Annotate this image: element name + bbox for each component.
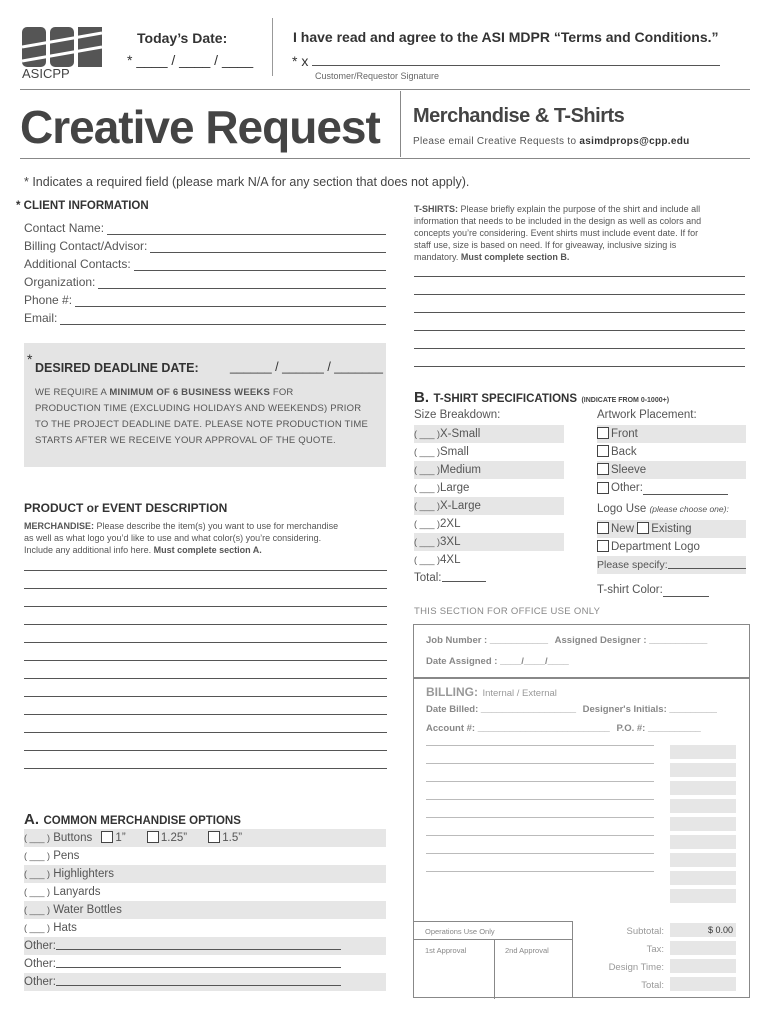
logo-use-options — [597, 520, 746, 574]
billing-amounts[interactable] — [670, 745, 736, 907]
divider — [272, 18, 273, 76]
product-heading: PRODUCT or EVENT DESCRIPTION — [24, 501, 228, 515]
phone-field[interactable] — [24, 289, 386, 307]
totals-labels: Subtotal: Tax: Design Time: Total: — [608, 926, 664, 991]
field-label: Organization: — [24, 275, 96, 289]
checkbox-15in[interactable] — [208, 831, 220, 843]
checkbox-1in[interactable] — [101, 831, 113, 843]
artwork-label: Artwork Placement: — [597, 409, 697, 421]
tshirt-description-lines[interactable] — [414, 276, 745, 384]
page-title: Creative Request — [20, 101, 380, 153]
placement-front[interactable]: Front — [597, 425, 746, 443]
logo-use-label: Logo Use (please choose one): — [597, 503, 729, 515]
asi-logo — [22, 27, 102, 67]
size-xsmall[interactable]: ( ___ )X-Small — [414, 425, 564, 443]
field-label: Contact Name: — [24, 221, 105, 235]
placement-back[interactable]: Back — [597, 443, 746, 461]
tshirt-instructions: T-SHIRTS: Please briefly explain the purpose of the shirt and include all information that needs to be included in the design as well as colors and concepts you’re considering. Event shirts must include event date. If for staff use, size is based on need. If for giveaway, inclusive sizing is mandatory. Must complete section B. — [414, 204, 702, 262]
divider — [400, 91, 401, 157]
option-pens[interactable]: ( ___ ) Pens — [24, 850, 80, 862]
merch-options-list — [24, 829, 386, 991]
additional-contacts-field[interactable] — [24, 253, 386, 271]
option-hats[interactable]: ( ___ ) Hats — [24, 922, 77, 934]
divider — [20, 158, 750, 159]
client-fields — [24, 217, 386, 325]
size-large[interactable]: ( ___ )Large — [414, 482, 470, 494]
email-prefix: Please email Creative Requests to — [413, 136, 580, 147]
logo-text: ASICPP — [22, 66, 70, 81]
contact-name-field[interactable] — [24, 217, 386, 235]
size-list — [414, 425, 564, 587]
checkbox-125in[interactable] — [147, 831, 159, 843]
option-lanyards[interactable]: ( ___ ) Lanyards — [24, 886, 101, 898]
email-link[interactable]: asimdprops@cpp.edu — [579, 136, 690, 147]
option-water-bottles[interactable]: ( ___ ) Water Bottles — [24, 901, 386, 919]
logo-new-existing[interactable]: New Existing — [597, 520, 746, 538]
office-caption: THIS SECTION FOR OFFICE USE ONLY — [414, 606, 601, 617]
page-subtitle: Merchandise & T-Shirts — [413, 105, 625, 127]
billing-contact-field[interactable] — [24, 235, 386, 253]
required-star: * — [27, 351, 33, 367]
date-label: Today’s Date: — [137, 30, 228, 46]
first-approval[interactable]: 1st Approval — [425, 946, 467, 955]
signature-field[interactable] — [292, 53, 720, 69]
field-label: Billing Contact/Advisor: — [24, 239, 148, 253]
billing-heading: BILLING: Internal / External — [426, 685, 557, 699]
logo-department[interactable]: Department Logo — [597, 538, 746, 556]
field-label: Additional Contacts: — [24, 257, 131, 271]
field-label: Phone #: — [24, 293, 73, 307]
totals-values[interactable] — [670, 923, 736, 995]
product-instructions: MERCHANDISE: Please describe the item(s) you want to use for merchandise as well as what logo you’d like to use and what color(s) you’re considering. Include any additional info here. Must complete section A. — [24, 521, 339, 555]
option-highlighters[interactable]: ( ___ ) Highlighters — [24, 865, 386, 883]
specs-heading: B. T-SHIRT SPECIFICATIONS (INDICATE FROM 0-1000+) — [414, 389, 670, 406]
size-total[interactable]: Total: — [414, 569, 564, 587]
billing-line-items[interactable] — [426, 745, 654, 889]
option-other-2[interactable]: Other: — [24, 955, 386, 973]
size-3xl[interactable]: ( ___ )3XL — [414, 533, 564, 551]
office-job-box — [413, 624, 750, 678]
option-other-3[interactable]: Other: — [24, 973, 386, 991]
required-note: * Indicates a required field (please mark N/A for any section that does not apply). — [24, 175, 470, 189]
operations-box — [414, 921, 573, 998]
agree-text: I have read and agree to the ASI MDPR “Terms and Conditions.” — [293, 29, 719, 45]
client-heading: * CLIENT INFORMATION — [16, 200, 149, 212]
date-field[interactable]: * ____ / ____ / ____ — [127, 52, 254, 68]
product-description-lines[interactable] — [24, 570, 387, 786]
tshirt-color-field[interactable]: T-shirt Color: — [597, 584, 709, 597]
size-4xl[interactable]: ( ___ )4XL — [414, 554, 461, 566]
divider — [20, 89, 750, 90]
deadline-field[interactable]: ______ / ______ / _______ — [230, 360, 383, 374]
organization-field[interactable] — [24, 271, 386, 289]
logo-specify[interactable]: Please specify: — [597, 556, 746, 574]
date-assigned-field[interactable]: Date Assigned : ____/____/____ — [426, 656, 569, 667]
deadline-note: WE REQUIRE A MINIMUM OF 6 BUSINESS WEEKS FOR PRODUCTION TIME (EXCLUDING HOLIDAYS AND WEEKENDS) PRIOR TO THE PROJECT DEADLINE DATE. PLEASE NOTE PRODUCTION TIME STARTS AFTER WE RECEIVE YOUR APPROVAL OF THE QUOTE. — [35, 387, 369, 446]
size-label: Size Breakdown: — [414, 409, 501, 421]
placement-other[interactable]: Other: — [597, 479, 746, 497]
sig-prefix: * x — [292, 53, 309, 69]
deadline-box — [24, 343, 386, 467]
size-small[interactable]: ( ___ )Small — [414, 446, 469, 458]
subtotal-value: $ 0.00 — [670, 923, 736, 937]
placement-sleeve[interactable]: Sleeve — [597, 461, 746, 479]
operations-label: Operations Use Only — [425, 927, 495, 936]
signature-caption: Customer/Requestor Signature — [315, 71, 440, 81]
field-label: Email: — [24, 311, 58, 325]
date-billed-field[interactable]: Date Billed: __________________ Designer's Initials: _________ — [426, 704, 717, 715]
email-line — [413, 136, 690, 147]
deadline-heading: DESIRED DEADLINE DATE: — [35, 361, 199, 375]
office-billing-box — [413, 678, 750, 998]
option-other-1[interactable]: Other: — [24, 937, 386, 955]
size-2xl[interactable]: ( ___ )2XL — [414, 518, 461, 530]
size-medium[interactable]: ( ___ )Medium — [414, 461, 564, 479]
option-buttons[interactable]: ( ___ ) Buttons 1” 1.25” 1.5” — [24, 829, 386, 847]
size-xlarge[interactable]: ( ___ )X-Large — [414, 497, 564, 515]
artwork-list — [597, 425, 746, 497]
account-field[interactable]: Account #: _________________________ P.O. #: __________ — [426, 723, 701, 734]
job-number-field[interactable]: Job Number : ___________ Assigned Designer : ___________ — [426, 635, 708, 646]
email-field[interactable] — [24, 307, 386, 325]
merch-options-heading: A. COMMON MERCHANDISE OPTIONS — [24, 811, 241, 828]
second-approval[interactable]: 2nd Approval — [505, 946, 549, 955]
